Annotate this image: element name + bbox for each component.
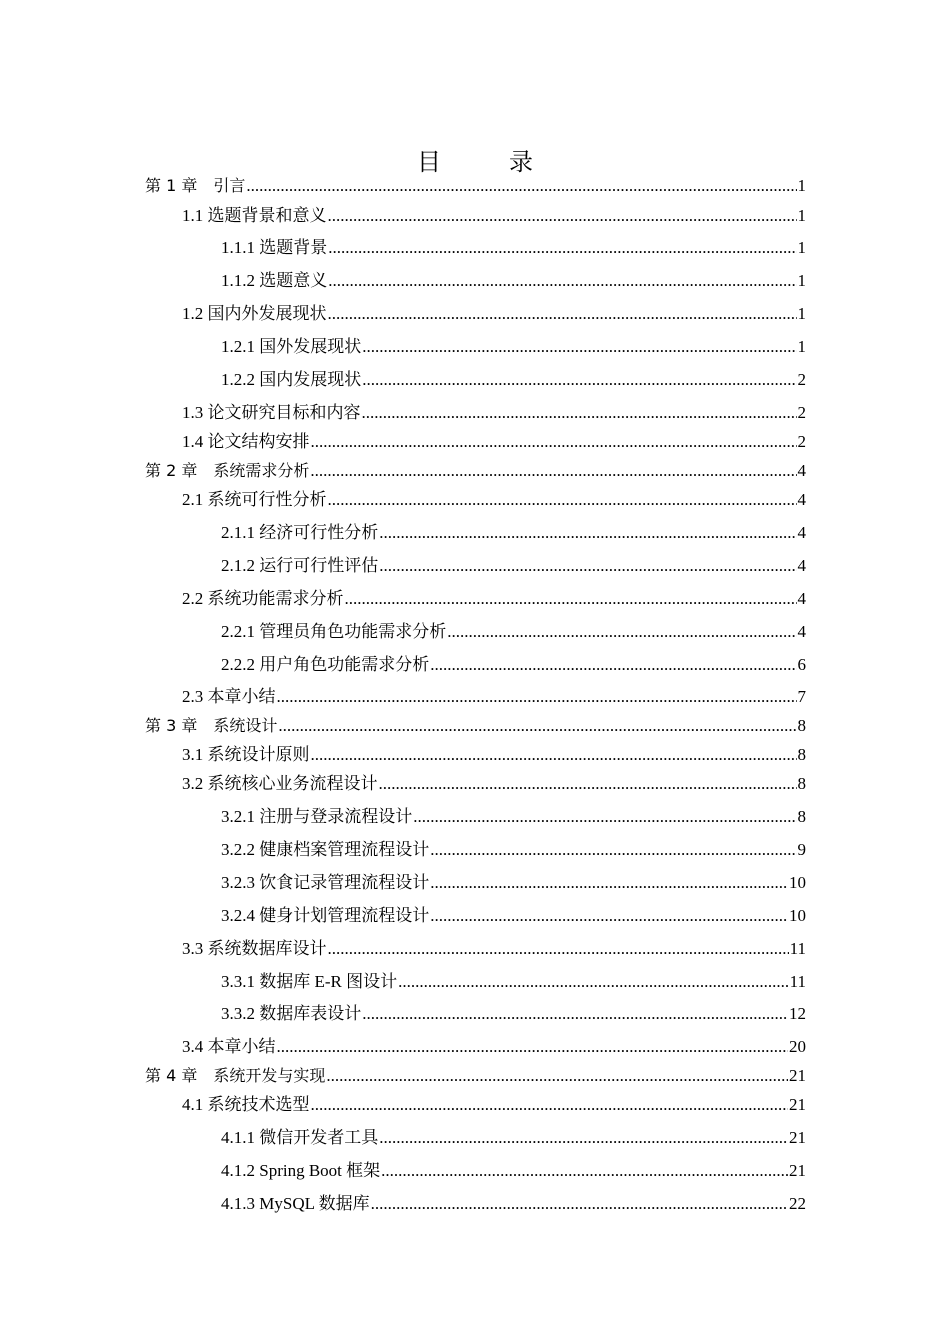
toc-page-number: 2 [797, 370, 806, 389]
toc-entry-title: 3.3.1 数据库 E-R 图设计 [221, 972, 398, 991]
toc-page-number: 9 [797, 840, 806, 859]
toc-entry-title: 3.4 本章小结 [182, 1037, 276, 1056]
toc-section-entry[interactable] [0, 484, 806, 510]
dot-leader [430, 655, 796, 675]
toc-page-number: 11 [789, 972, 806, 991]
dot-leader [278, 716, 796, 736]
toc-entry-title: 3.3 系统数据库设计 [182, 939, 327, 958]
toc-section-entry[interactable] [0, 298, 806, 324]
toc-section-entry[interactable] [0, 681, 806, 707]
toc-section-entry[interactable] [0, 200, 806, 226]
dot-leader [379, 1128, 788, 1148]
toc-page-number: 1 [797, 206, 806, 225]
toc-entry-title: 4.1 系统技术选型 [182, 1095, 310, 1114]
toc-page-number: 8 [797, 745, 806, 764]
toc-entry-title: 1.1.2 选题意义 [221, 271, 328, 290]
toc-page-number: 21 [789, 1128, 806, 1147]
toc-section-entry[interactable] [0, 1031, 806, 1057]
dot-leader [362, 337, 796, 357]
dot-leader [430, 873, 788, 893]
toc-page-number: 10 [789, 906, 806, 925]
toc-page-number: 4 [797, 589, 806, 608]
toc-page-number: 10 [789, 873, 806, 892]
toc-entry-title: 2.2.1 管理员角色功能需求分析 [221, 622, 447, 641]
dot-leader [371, 1194, 788, 1214]
dot-leader [328, 939, 789, 959]
toc-page-number: 7 [797, 687, 806, 706]
toc-title: 目 录 [417, 148, 555, 176]
toc-entry-title: 1.1 选题背景和意义 [182, 206, 327, 225]
toc-section-entry[interactable] [0, 1089, 806, 1115]
dot-leader [430, 906, 788, 926]
toc-subsection-entry[interactable] [0, 867, 806, 893]
dot-leader [398, 972, 788, 992]
toc-page-number: 8 [797, 807, 806, 826]
toc-page-number: 21 [789, 1161, 806, 1180]
toc-page-number: 4 [797, 556, 806, 575]
toc-subsection-entry[interactable] [0, 966, 806, 992]
toc-entry-title: 第 2 章 系统需求分析 [145, 461, 310, 480]
toc-section-entry[interactable] [0, 768, 806, 794]
toc-subsection-entry[interactable] [0, 331, 806, 357]
toc-chapter-entry[interactable] [0, 170, 806, 196]
toc-subsection-entry[interactable] [0, 364, 806, 390]
dot-leader [381, 1161, 788, 1181]
dot-leader [362, 1004, 788, 1024]
toc-subsection-entry[interactable] [0, 265, 806, 291]
toc-subsection-entry[interactable] [0, 1122, 806, 1148]
toc-entry-title: 4.1.1 微信开发者工具 [221, 1128, 379, 1147]
toc-entry-title: 1.2 国内外发展现状 [182, 304, 327, 323]
toc-subsection-entry[interactable] [0, 232, 806, 258]
dot-leader [311, 1095, 789, 1115]
toc-subsection-entry[interactable] [0, 517, 806, 543]
dot-leader [362, 370, 796, 390]
toc-entry-title: 1.2.2 国内发展现状 [221, 370, 362, 389]
toc-entry-title: 3.2.1 注册与登录流程设计 [221, 807, 413, 826]
dot-leader [310, 461, 796, 481]
toc-page-number: 22 [789, 1194, 806, 1213]
dot-leader [277, 1037, 789, 1057]
toc-subsection-entry[interactable] [0, 649, 806, 675]
toc-entry-title: 3.1 系统设计原则 [182, 745, 310, 764]
toc-entry-title: 4.1.2 Spring Boot 框架 [221, 1161, 381, 1180]
toc-page-number: 11 [789, 939, 806, 958]
toc-page-number: 12 [789, 1004, 806, 1023]
toc-entry-title: 1.2.1 国外发展现状 [221, 337, 362, 356]
dot-leader [277, 687, 797, 707]
toc-section-entry[interactable] [0, 397, 806, 423]
toc-section-entry[interactable] [0, 426, 806, 452]
dot-leader [328, 304, 797, 324]
dot-leader [326, 1066, 788, 1086]
dot-leader [379, 774, 797, 794]
toc-entry-title: 2.1.1 经济可行性分析 [221, 523, 379, 542]
toc-entry-title: 2.2 系统功能需求分析 [182, 589, 344, 608]
toc-subsection-entry[interactable] [0, 550, 806, 576]
dot-leader [311, 432, 797, 452]
dot-leader [413, 807, 796, 827]
toc-chapter-entry[interactable] [0, 455, 806, 481]
toc-page-number: 1 [797, 176, 806, 195]
toc-entry-title: 3.3.2 数据库表设计 [221, 1004, 362, 1023]
dot-leader [362, 403, 797, 423]
toc-page-number: 2 [797, 403, 806, 422]
toc-entry-title: 1.3 论文研究目标和内容 [182, 403, 361, 422]
toc-page-number: 1 [797, 238, 806, 257]
dot-leader [430, 840, 796, 860]
dot-leader [379, 556, 796, 576]
toc-entry-title: 3.2.2 健康档案管理流程设计 [221, 840, 430, 859]
dot-leader [379, 523, 796, 543]
toc-entry-title: 1.4 论文结构安排 [182, 432, 310, 451]
toc-page-number: 2 [797, 432, 806, 451]
toc-page-number: 1 [797, 337, 806, 356]
toc-entry-title: 2.2.2 用户角色功能需求分析 [221, 655, 430, 674]
toc-page-number: 4 [797, 461, 806, 480]
toc-page-number: 8 [797, 774, 806, 793]
toc-subsection-entry[interactable] [0, 834, 806, 860]
toc-entry-title: 第 4 章 系统开发与实现 [145, 1066, 326, 1085]
toc-entry-title: 1.1.1 选题背景 [221, 238, 328, 257]
toc-entry-title: 3.2 系统核心业务流程设计 [182, 774, 378, 793]
toc-entry-title: 3.2.4 健身计划管理流程设计 [221, 906, 430, 925]
toc-subsection-entry[interactable] [0, 801, 806, 827]
toc-page-number: 1 [797, 304, 806, 323]
toc-page-number: 4 [797, 622, 806, 641]
toc-page-number: 8 [797, 716, 806, 735]
toc-page-number: 21 [789, 1066, 806, 1085]
dot-leader [328, 490, 797, 510]
toc-page-number: 4 [797, 490, 806, 509]
dot-leader [311, 745, 797, 765]
toc-page-number: 1 [797, 271, 806, 290]
toc-subsection-entry[interactable] [0, 1155, 806, 1181]
toc-entry-title: 第 3 章 系统设计 [145, 716, 278, 735]
toc-section-entry[interactable] [0, 739, 806, 765]
dot-leader [328, 271, 796, 291]
toc-entry-title: 2.1.2 运行可行性评估 [221, 556, 379, 575]
toc-page-number: 21 [789, 1095, 806, 1114]
toc-entry-title: 4.1.3 MySQL 数据库 [221, 1194, 370, 1213]
toc-section-entry[interactable] [0, 933, 806, 959]
dot-leader [345, 589, 797, 609]
dot-leader [246, 176, 796, 196]
toc-entry-title: 2.3 本章小结 [182, 687, 276, 706]
toc-chapter-entry[interactable] [0, 1060, 806, 1086]
toc-page-number: 6 [797, 655, 806, 674]
dot-leader [328, 206, 797, 226]
dot-leader [447, 622, 796, 642]
toc-subsection-entry[interactable] [0, 616, 806, 642]
dot-leader [328, 238, 796, 258]
toc-subsection-entry[interactable] [0, 900, 806, 926]
toc-chapter-entry[interactable] [0, 710, 806, 736]
toc-subsection-entry[interactable] [0, 1188, 806, 1214]
toc-entry-title: 2.1 系统可行性分析 [182, 490, 327, 509]
toc-entry-title: 3.2.3 饮食记录管理流程设计 [221, 873, 430, 892]
toc-page-number: 20 [789, 1037, 806, 1056]
toc-entry-title: 第 1 章 引言 [145, 176, 246, 195]
toc-subsection-entry[interactable] [0, 998, 806, 1024]
toc-page-number: 4 [797, 523, 806, 542]
toc-section-entry[interactable] [0, 583, 806, 609]
